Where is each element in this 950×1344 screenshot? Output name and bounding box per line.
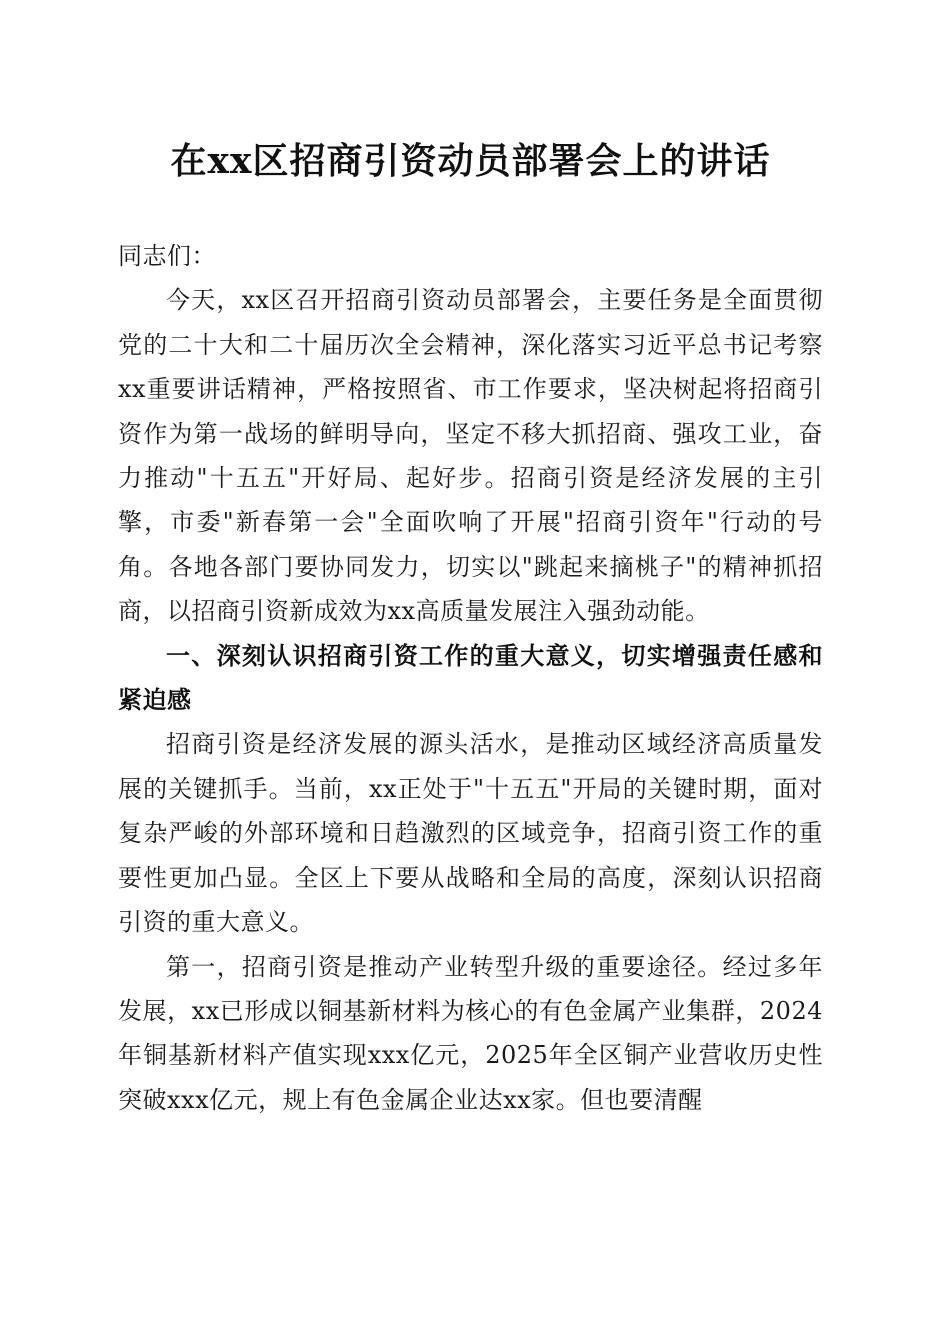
- document-title: 在xx区招商引资动员部署会上的讲话: [170, 140, 771, 182]
- salutation: 同志们：: [118, 242, 216, 270]
- paragraph-first-point: 第一，招商引资是推动产业转型升级的重要途径。经过多年发展，xx已形成以铜基新材料为核心的有色金属产业集群，2024年铜基新材料产值实现xxx亿元，2025年全区铜产业营收历史性突破xxx亿元，规上有色金属企业达xx家。但也要清醒: [118, 952, 823, 1114]
- document-page: [118, 128, 823, 1122]
- section-heading-1: 一、深刻认识招商引资工作的重大意义，切实增强责任感和紧迫感: [118, 641, 823, 715]
- paragraph-opening: 今天，xx区召开招商引资动员部署会，主要任务是全面贯彻党的二十大和二十届历次全会精神，深化落实习近平总书记考察xx重要讲话精神，严格按照省、市工作要求，坚决树起将招商引资作为第一战场的鲜明导向，坚定不移大抓招商、强攻工业，奋力推动"十五五"开好局、起好步。招商引资是经济发展的主引擎，市委"新春第一会"全面吹响了开展"招商引资年"行动的号角。各地各部门要协同发力，切实以"跳起来摘桃子"的精神抓招商，以招商引资新成效为xx高质量发展注入强劲动能。: [118, 286, 823, 626]
- paragraph-significance: 招商引资是经济发展的源头活水，是推动区域经济高质量发展的关键抓手。当前，xx正处于"十五五"开局的关键时期，面对复杂严峻的外部环境和日趋激烈的区域竞争，招商引资工作的重要性更加凸显。全区上下要从战略和全局的高度，深刻认识招商引资的重大意义。: [118, 730, 823, 937]
